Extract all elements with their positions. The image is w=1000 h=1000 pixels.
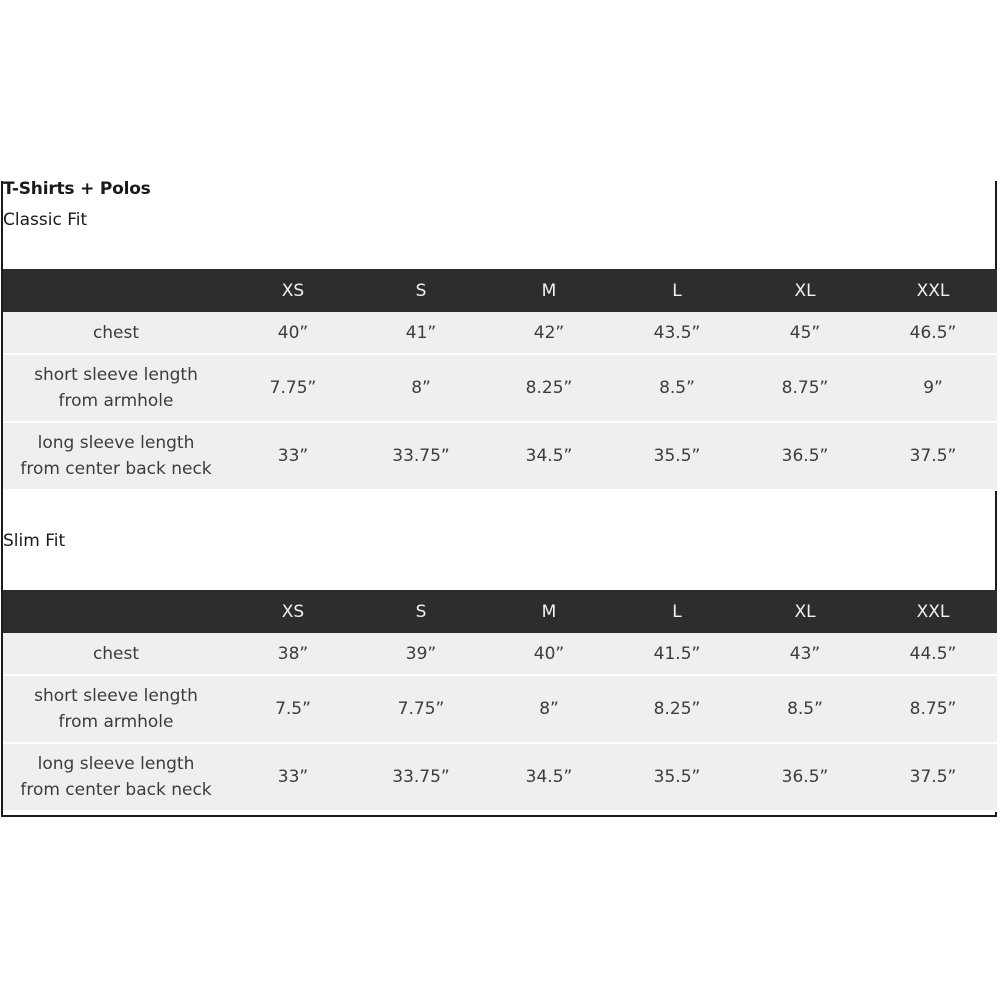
table-cell: 39” <box>405 643 437 664</box>
table-cell: 36.5” <box>781 446 829 466</box>
row-label-line: from armhole <box>58 712 174 732</box>
table-cell: 33” <box>277 767 309 787</box>
table-cell: 45” <box>789 322 821 343</box>
table-cell: 8.5” <box>787 699 823 719</box>
page-title: T-Shirts + Polos <box>3 179 151 199</box>
table-row <box>3 354 997 422</box>
size-header: XL <box>794 280 816 301</box>
table-header-row <box>3 269 997 312</box>
table-cell: 8.5” <box>659 378 695 398</box>
table-cell: 41.5” <box>653 643 701 664</box>
table-cell: 43.5” <box>653 322 701 343</box>
row-label-line: chest <box>92 643 140 664</box>
table-row <box>3 675 997 743</box>
table-cell: 33.75” <box>392 767 450 787</box>
table-cell: 40” <box>533 643 565 664</box>
table-cell: 37.5” <box>909 767 957 787</box>
row-label <box>3 675 229 743</box>
row-label-line: from center back neck <box>20 780 212 800</box>
table-cell: 36.5” <box>781 767 829 787</box>
row-label <box>3 422 229 490</box>
table-cell: 8.25” <box>653 699 701 719</box>
table-cell: 8.75” <box>781 378 829 398</box>
table-cell: 7.5” <box>275 699 311 719</box>
row-label-line: chest <box>92 322 140 343</box>
slim-fit-table <box>3 590 997 812</box>
table-cell: 33.75” <box>392 446 450 466</box>
table-cell: 34.5” <box>525 446 573 466</box>
classic-fit-heading: Classic Fit <box>3 210 88 230</box>
table-cell: 35.5” <box>653 767 701 787</box>
classic-fit-table <box>3 269 997 491</box>
table-cell: 8” <box>411 378 431 398</box>
table-cell: 8.75” <box>909 699 957 719</box>
table-cell: 8” <box>539 699 559 719</box>
row-label <box>3 633 229 675</box>
table-cell: 41” <box>405 322 437 343</box>
table-cell: 34.5” <box>525 767 573 787</box>
table-cell: 7.75” <box>269 378 317 398</box>
row-label-line: long sleeve length <box>37 433 195 453</box>
table-cell: 42” <box>533 322 565 343</box>
size-header: S <box>415 601 427 622</box>
size-header: S <box>415 280 427 301</box>
table-cell: 35.5” <box>653 446 701 466</box>
row-label-line: from armhole <box>58 391 174 411</box>
table-cell: 33” <box>277 446 309 466</box>
header-empty-cell <box>3 269 229 312</box>
size-header: L <box>672 280 682 301</box>
table-cell: 37.5” <box>909 446 957 466</box>
size-header: XS <box>281 280 305 301</box>
table-cell: 43” <box>789 643 821 664</box>
table-cell: 40” <box>277 322 309 343</box>
table-cell: 44.5” <box>909 643 957 664</box>
row-label-line: short sleeve length <box>34 365 198 385</box>
slim-fit-heading: Slim Fit <box>3 531 66 551</box>
row-label-line: long sleeve length <box>37 754 195 774</box>
table-cell: 9” <box>923 378 943 398</box>
table-cell: 38” <box>277 643 309 664</box>
table-cell: 8.25” <box>525 378 573 398</box>
header-empty-cell <box>3 590 229 633</box>
row-label <box>3 312 229 354</box>
size-header: XL <box>794 601 816 622</box>
size-header: XXL <box>916 601 950 622</box>
row-label-line: from center back neck <box>20 459 212 479</box>
table-header-row <box>3 590 997 633</box>
table-row <box>3 633 997 675</box>
table-cell: 7.75” <box>397 699 445 719</box>
table-row <box>3 743 997 811</box>
table-row <box>3 312 997 354</box>
size-header: M <box>541 280 557 301</box>
row-label <box>3 354 229 422</box>
size-header: M <box>541 601 557 622</box>
row-label <box>3 743 229 811</box>
size-header: L <box>672 601 682 622</box>
table-cell: 46.5” <box>909 322 957 343</box>
row-label-line: short sleeve length <box>34 686 198 706</box>
size-header: XS <box>281 601 305 622</box>
table-row <box>3 422 997 490</box>
size-header: XXL <box>916 280 950 301</box>
